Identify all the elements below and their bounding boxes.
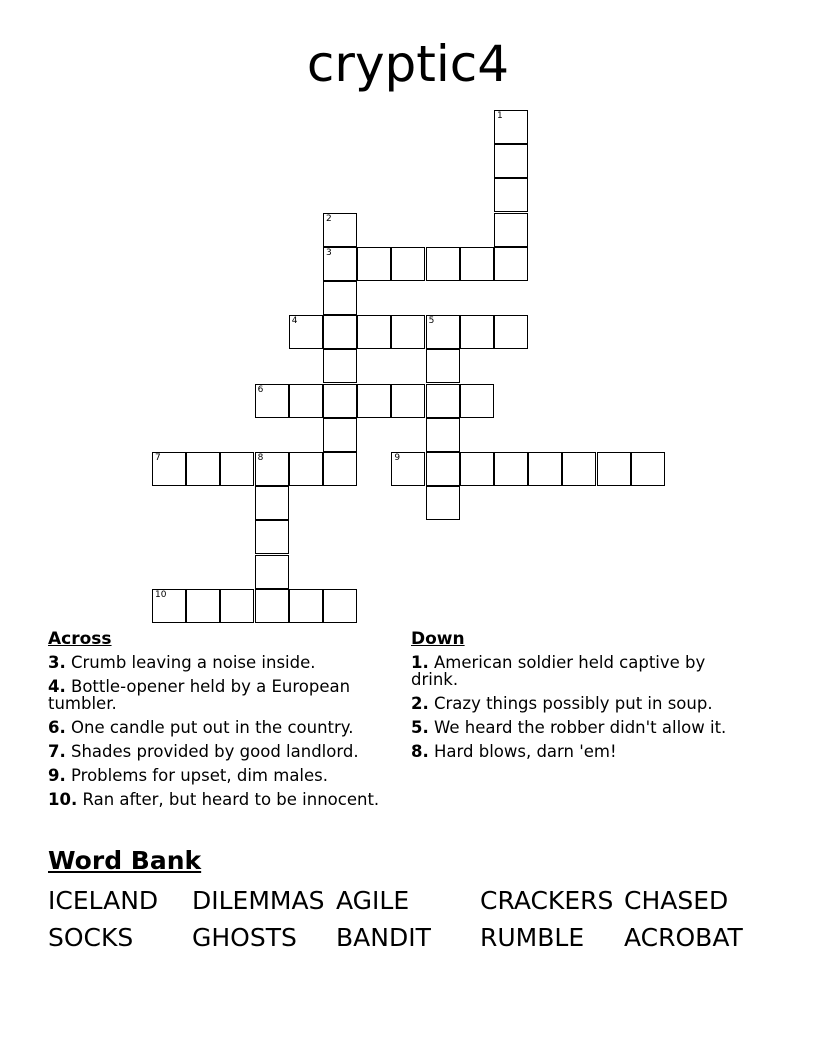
clue-text: Ran after, but heard to be innocent.	[77, 790, 380, 809]
word-bank-word: GHOSTS	[192, 923, 297, 952]
clue-number: 1.	[411, 653, 429, 672]
grid-cell[interactable]	[597, 452, 631, 486]
cell-number: 9	[394, 453, 401, 463]
grid-cell[interactable]	[323, 589, 357, 623]
down-clue-list	[411, 654, 751, 760]
grid-cell[interactable]	[426, 418, 460, 452]
word-bank-word: CRACKERS	[480, 886, 614, 915]
grid-cell[interactable]	[152, 452, 186, 486]
down-heading: Down	[411, 629, 465, 649]
grid-cell[interactable]	[186, 452, 220, 486]
grid-cell[interactable]	[528, 452, 562, 486]
grid-cell[interactable]	[289, 589, 323, 623]
grid-cell[interactable]	[289, 452, 323, 486]
cell-number: 8	[257, 453, 264, 463]
down-clue	[411, 743, 751, 760]
clue-number: 3.	[48, 653, 66, 672]
grid-cell[interactable]	[323, 315, 357, 349]
cell-number: 6	[257, 384, 264, 395]
word-bank-word: DILEMMAS	[192, 886, 325, 915]
word-bank-word: SOCKS	[48, 923, 134, 952]
grid-cell[interactable]	[323, 384, 357, 418]
grid-cell[interactable]	[426, 315, 460, 349]
grid-cell[interactable]	[186, 589, 220, 623]
grid-cell[interactable]	[494, 315, 528, 349]
grid-cell[interactable]	[391, 247, 425, 281]
clue-text: Bottle-opener held by a European tumbler.	[48, 677, 351, 713]
cell-number: 1	[497, 111, 503, 121]
grid-cell[interactable]	[426, 452, 460, 486]
grid-cell[interactable]	[391, 315, 425, 349]
grid-cell[interactable]	[426, 247, 460, 281]
clue-number: 6.	[48, 718, 66, 737]
grid-cell[interactable]	[460, 247, 494, 281]
clue-number: 9.	[48, 766, 66, 785]
grid-cell[interactable]	[391, 384, 425, 418]
grid-cell[interactable]	[494, 213, 528, 247]
grid-cell[interactable]	[255, 589, 289, 623]
grid-cell[interactable]	[323, 281, 357, 315]
clue-number: 2.	[411, 694, 429, 713]
grid-cell[interactable]	[152, 589, 186, 623]
cell-number: 10	[155, 589, 167, 600]
clue-text: We heard the robber didn't allow it.	[428, 718, 727, 737]
across-clue	[48, 791, 388, 808]
grid-cell[interactable]	[357, 247, 391, 281]
word-bank-title: Word Bank	[48, 846, 202, 875]
clue-number: 8.	[411, 742, 429, 761]
clue-text: Crazy things possibly put in soup.	[428, 694, 713, 713]
clue-text: Problems for upset, dim males.	[65, 766, 329, 785]
grid-cell[interactable]	[255, 520, 289, 554]
puzzle-title: cryptic4	[306, 35, 510, 93]
across-heading: Across	[48, 629, 112, 649]
cell-number: 5	[428, 316, 435, 327]
grid-cell[interactable]	[494, 247, 528, 281]
cell-number: 2	[326, 213, 332, 224]
grid-cell[interactable]	[357, 315, 391, 349]
word-bank-word: AGILE	[336, 886, 410, 915]
clue-number: 4.	[48, 677, 66, 696]
grid-cell[interactable]	[494, 144, 528, 178]
grid-cell[interactable]	[426, 486, 460, 520]
clue-number: 10.	[48, 790, 78, 809]
grid-cell[interactable]	[323, 247, 357, 281]
grid-cell[interactable]	[255, 384, 289, 418]
grid-cell[interactable]	[255, 555, 289, 589]
down-clue	[411, 695, 751, 712]
word-bank-word: BANDIT	[336, 923, 431, 952]
clue-text: Shades provided by good landlord.	[65, 742, 359, 761]
grid-cell[interactable]	[460, 452, 494, 486]
grid-cell[interactable]	[426, 384, 460, 418]
word-bank-word: ICELAND	[48, 886, 159, 915]
word-bank-word: RUMBLE	[480, 923, 585, 952]
grid-cell[interactable]	[460, 384, 494, 418]
grid-cell[interactable]	[460, 315, 494, 349]
cell-number: 4	[291, 316, 298, 327]
clue-text: American soldier held captive by drink.	[411, 653, 706, 689]
grid-cell[interactable]	[494, 110, 528, 144]
across-clue	[48, 719, 388, 736]
grid-cell[interactable]	[323, 418, 357, 452]
across-clues	[48, 628, 388, 815]
down-clues	[411, 628, 751, 767]
clue-number: 5.	[411, 718, 429, 737]
across-clue	[48, 743, 388, 760]
word-bank-word: CHASED	[624, 886, 729, 915]
grid-cell[interactable]	[494, 178, 528, 212]
grid-cell[interactable]	[562, 452, 596, 486]
grid-cell[interactable]	[357, 384, 391, 418]
cell-number: 7	[155, 453, 161, 463]
grid-cell[interactable]	[289, 315, 323, 349]
grid-cell[interactable]	[494, 452, 528, 486]
clue-text: Crumb leaving a noise inside.	[65, 653, 316, 672]
grid-cell[interactable]	[323, 349, 357, 383]
across-clue	[48, 767, 388, 784]
grid-cell[interactable]	[289, 384, 323, 418]
grid-cell[interactable]	[391, 452, 425, 486]
across-clue-list	[48, 654, 388, 808]
grid-cell[interactable]	[220, 452, 254, 486]
grid-cell[interactable]	[631, 452, 665, 486]
cell-number: 3	[326, 247, 332, 258]
word-bank	[48, 882, 808, 956]
grid-cell[interactable]	[255, 452, 289, 486]
grid-cell[interactable]	[323, 213, 357, 247]
down-clue	[411, 654, 751, 688]
across-clue	[48, 678, 388, 712]
down-clue	[411, 719, 751, 736]
grid-cell[interactable]	[323, 452, 357, 486]
clue-number: 7.	[48, 742, 66, 761]
across-clue	[48, 654, 388, 671]
clue-text: One candle put out in the country.	[65, 718, 354, 737]
word-bank-word: ACROBAT	[624, 923, 743, 952]
grid-cell[interactable]	[255, 486, 289, 520]
grid-cell[interactable]	[220, 589, 254, 623]
clue-text: Hard blows, darn 'em!	[428, 742, 617, 761]
grid-cell[interactable]	[426, 349, 460, 383]
